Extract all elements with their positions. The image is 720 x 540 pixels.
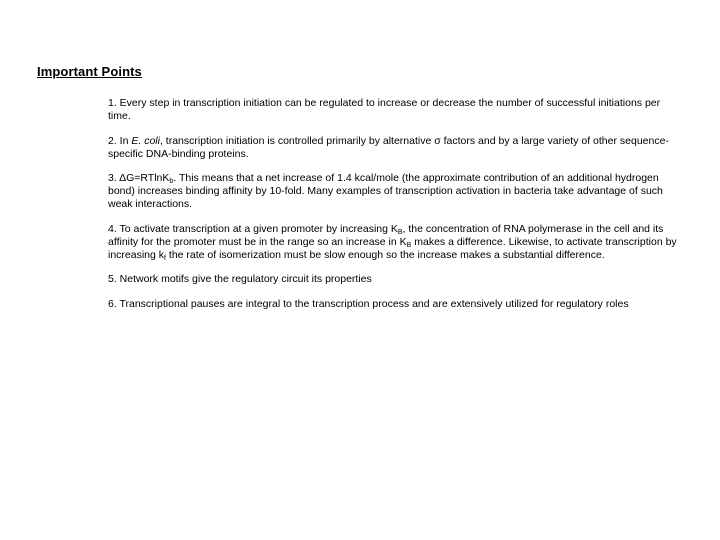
point-6 <box>108 298 678 311</box>
points-list <box>108 97 678 322</box>
point-4-text-e: makes a difference. Likewise, to activate transcription by increasing k <box>108 235 677 261</box>
point-4 <box>108 223 678 262</box>
point-2-text-a: 2. In <box>108 134 132 147</box>
point-3-subscript: b <box>169 178 174 185</box>
point-1 <box>108 97 678 123</box>
point-4-text-g: the rate of isomerization must be slow enough so the increase makes a substantial difference. <box>165 248 605 261</box>
point-4-subscript-3: f <box>164 254 166 262</box>
point-4-subscript-2: B <box>406 241 412 249</box>
point-4-subscript-1: B <box>397 228 403 236</box>
point-5 <box>108 273 678 286</box>
point-4-text-a: 4. To activate transcription at a given promoter by increasing K <box>108 222 398 235</box>
point-1-text: 1. Every step in transcription initiation can be regulated to increase or decrease the number of successful initiations per time. <box>108 97 661 122</box>
point-5-text: 5. Network motifs give the regulatory circuit its properties <box>108 273 372 285</box>
page-title: Important Points <box>37 64 142 79</box>
point-2-text-c: , transcription initiation is controlled primarily by alternative σ factors and by a large variety of other sequence-specific DNA-binding proteins. <box>108 134 669 160</box>
point-6-text: 6. Transcriptional pauses are integral to the transcription process and are extensively utilized for regulatory roles <box>108 297 629 310</box>
point-3-text-c: . This means that a net increase of 1.4 kcal/mole (the approximate contribution of an additional hydrogen bond) increases binding affinity by 10-fold. Many examples of transcription activation in bacteria take advantage of such weak interactions. <box>108 172 663 210</box>
point-3-text-a: 3. ΔG=RTlnK <box>108 172 170 184</box>
point-4-text-c: , the concentration of RNA polymerase in the cell and its affinity for the promoter must be in the range so an increase in K <box>108 222 664 248</box>
point-3 <box>108 172 678 211</box>
point-2 <box>108 135 678 161</box>
organism-name: E. coli <box>131 134 160 147</box>
